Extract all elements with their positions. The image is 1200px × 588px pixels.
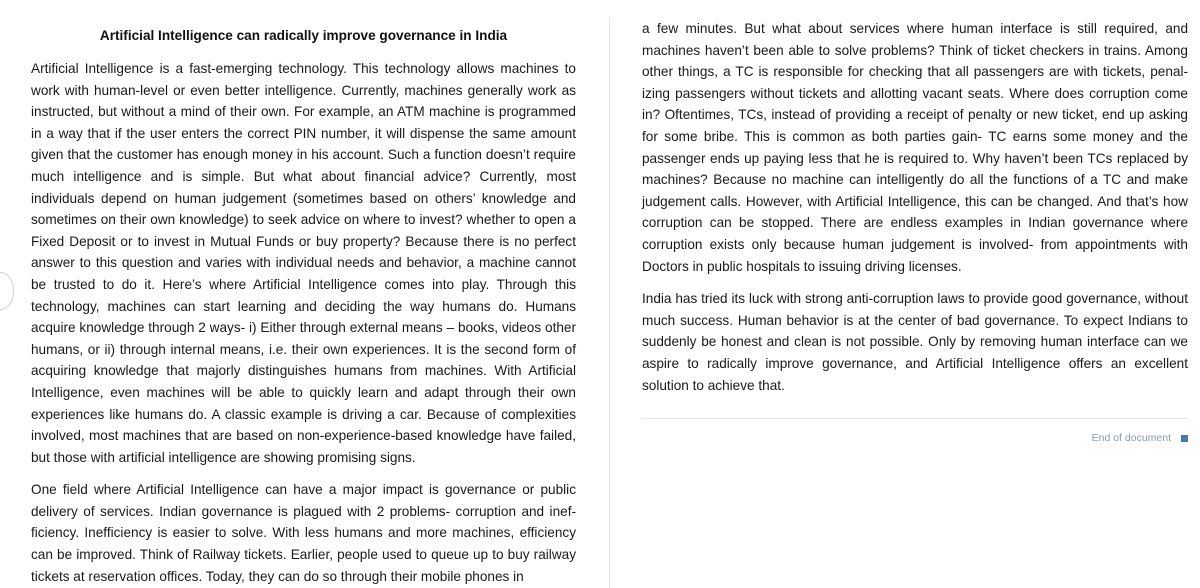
left-column bbox=[31, 0, 576, 587]
paragraph-left-1: Artificial Intelligence is a fast-emerging technology. This technology allows machines to work with human-level or even better intelligence. Currently, machines generally work as instructed, but without a mind of their own. For example, an ATM machine is programmed in a way that if the user enters the correct PIN number, it will dispense the same amount given that the customer has enough money in his account. Such a function doesn’t require much intelligence and is simple. But what about financial advice? Currently, most individuals depend on human judgement (sometimes based on others’ knowledge and sometimes on their own knowledge) to seek advice on where to invest? whether to open a Fixed Deposit or to invest in Mutual Funds or buy property? Because there is no perfect answer to this question and varies with individual needs and behavior, a machine cannot be trusted to do it. Here’s where Artificial Intelligence comes into play. Through this technology, machines can start learning and deciding the way humans do. Humans acquire knowledge through 2 ways- i) Either through external means – books, videos other humans, or ii) through internal means, i.e. their own experiences. It is the second form of acquiring knowledge that majorly distinguishes humans from machines. With Artificial Intelligence, even machines will be able to quickly learn and adapt through their own experiences like humans do. A classic example is driving a car. Because of complexities involved, most machines that are based on non-experience-based knowledge have failed, but those with artificial intelligence are showing promising signs. bbox=[31, 61, 576, 465]
paragraph-right-2: India has tried its luck with strong anti-corruption laws to provide good governance, without much success. Human behavior is at the center of bad governance. To expect Indians to suddenly be honest and clean is not possible. Only by removing human interface can we aspire to radically improve governance, and Artificial Intelligence offers an excellent solution to achieve that. bbox=[642, 291, 1188, 393]
end-of-document-label: End of document bbox=[1091, 432, 1171, 445]
document-title: Artificial Intelligence can radically improve governance in India bbox=[99, 28, 508, 43]
end-square-icon bbox=[1181, 435, 1188, 442]
page-edge-marker bbox=[0, 272, 14, 310]
right-column bbox=[642, 0, 1188, 445]
column-divider bbox=[609, 18, 610, 588]
end-of-document-marker bbox=[642, 431, 1188, 445]
end-of-document-rule bbox=[642, 418, 1188, 419]
paragraph-left-2: One field where Artificial Intelligence can have a major impact is governance or public delivery of services. Indian governance is plagued with 2 problems- corruption and inefficiency. Inefficiency is easier to solve. With less humans and more machines, efficiency can be improved. Think of Railway tickets. Earlier, people used to queue up to buy railway tickets at reservation offices. Today, they can do so through their mobile phones in bbox=[31, 482, 576, 584]
paragraph-right-1: a few minutes. But what about services where human interface is still required, and machines haven’t been able to solve problems? Think of ticket checkers in trains. Among other things, a TC is responsible for checking that all passengers are with tickets, penalizing passengers without tickets and allotting vacant seats. Where does corruption come in? Oftentimes, TCs, instead of providing a receipt of penalty or new ticket, end up asking for some bribe. This is common as both parties gain- TC earns some money and the passenger ends up paying less that he is required to. Why haven’t been TCs replaced by machines? Because no machine can intelligently do all the functions of a TC and make judgement calls. However, with Artificial Intelligence, this can be changed. And that’s how corruption can be stopped. There are endless examples in Indian governance where corruption exists only because human judgement is involved- from appointments with Doctors in public hospitals to issuing driving licenses. bbox=[642, 21, 1188, 274]
